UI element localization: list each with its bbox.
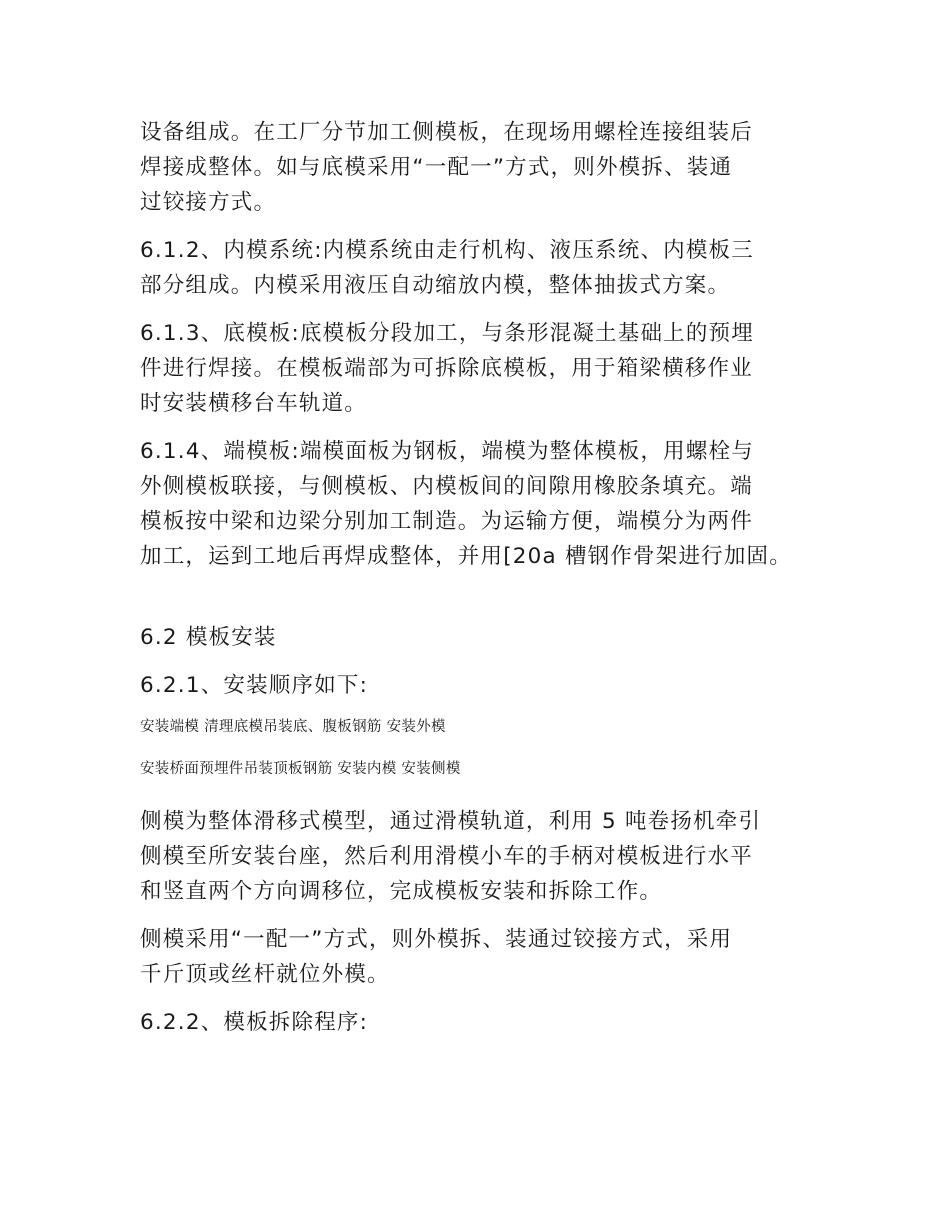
text-line: 部分组成。内模采用液压自动缩放内模，整体抽拔式方案。 <box>140 273 731 298</box>
text-line: 侧模采用“一配一”方式，则外模拆、装通过铰接方式，采用 <box>140 927 733 952</box>
paragraph-sliding-side-formwork <box>140 804 950 909</box>
text-line: 侧模至所安装台座，然后利用滑模小车的手柄对模板进行水平 <box>140 844 753 869</box>
paragraph-bottom-formwork <box>140 316 950 421</box>
paragraph-side-formwork-assembly <box>140 115 950 220</box>
install-sequence-line: 安装端模 清理底模吊装底、腹板钢筋 安装外模 <box>140 719 446 735</box>
text-line: 时安装横移台车轨道。 <box>140 391 368 416</box>
text-line: 侧模为整体滑移式模型，通过滑模轨道，利用 5 吨卷扬机牵引 <box>140 809 762 834</box>
text-line: 过铰接方式。 <box>140 190 277 215</box>
paragraph-inner-formwork-system <box>140 233 950 303</box>
text-line: 外侧模板联接，与侧模板、内模板间的间隙用橡胶条填充。端 <box>140 474 753 499</box>
section-spacer <box>140 587 950 620</box>
sub-heading-install-sequence: 6.2.1、安装顺序如下: <box>140 673 369 698</box>
text-line: 6.1.2、内模系统:内模系统由走行机构、液压系统、内模板三 <box>140 238 754 263</box>
text-line: 模板按中梁和边梁分别加工制造。为运输方便，端模分为两件 <box>140 509 753 534</box>
paragraph-hinged-side-formwork <box>140 922 950 992</box>
section-heading: 6.2 模板安装 <box>140 625 277 650</box>
text-line: 和竖直两个方向调移位，完成模板安装和拆除工作。 <box>140 879 663 904</box>
sub-heading-removal-procedure: 6.2.2、模板拆除程序: <box>140 1010 369 1035</box>
text-line: 6.1.4、端模板:端模面板为钢板，端模为整体模板，用螺栓与 <box>140 439 754 464</box>
text-line: 焊接成整体。如与底模采用“一配一”方式，则外模拆、装通 <box>140 155 733 180</box>
text-line: 设备组成。在工厂分节加工侧模板，在现场用螺栓连接组装后 <box>140 120 753 145</box>
install-sequence-line: 安装桥面预埋件吊装顶板钢筋 安装内模 安装侧模 <box>140 761 461 777</box>
text-line: 加工，运到工地后再焊成整体，并用[20a 槽钢作骨架进行加固。 <box>140 544 792 569</box>
text-line: 6.1.3、底模板:底模板分段加工，与条形混凝土基础上的预埋 <box>140 321 754 346</box>
text-line: 千斤顶或丝杆就位外模。 <box>140 962 390 987</box>
paragraph-end-formwork <box>140 434 950 574</box>
text-line: 件进行焊接。在模板端部为可拆除底模板，用于箱梁横移作业 <box>140 356 753 381</box>
